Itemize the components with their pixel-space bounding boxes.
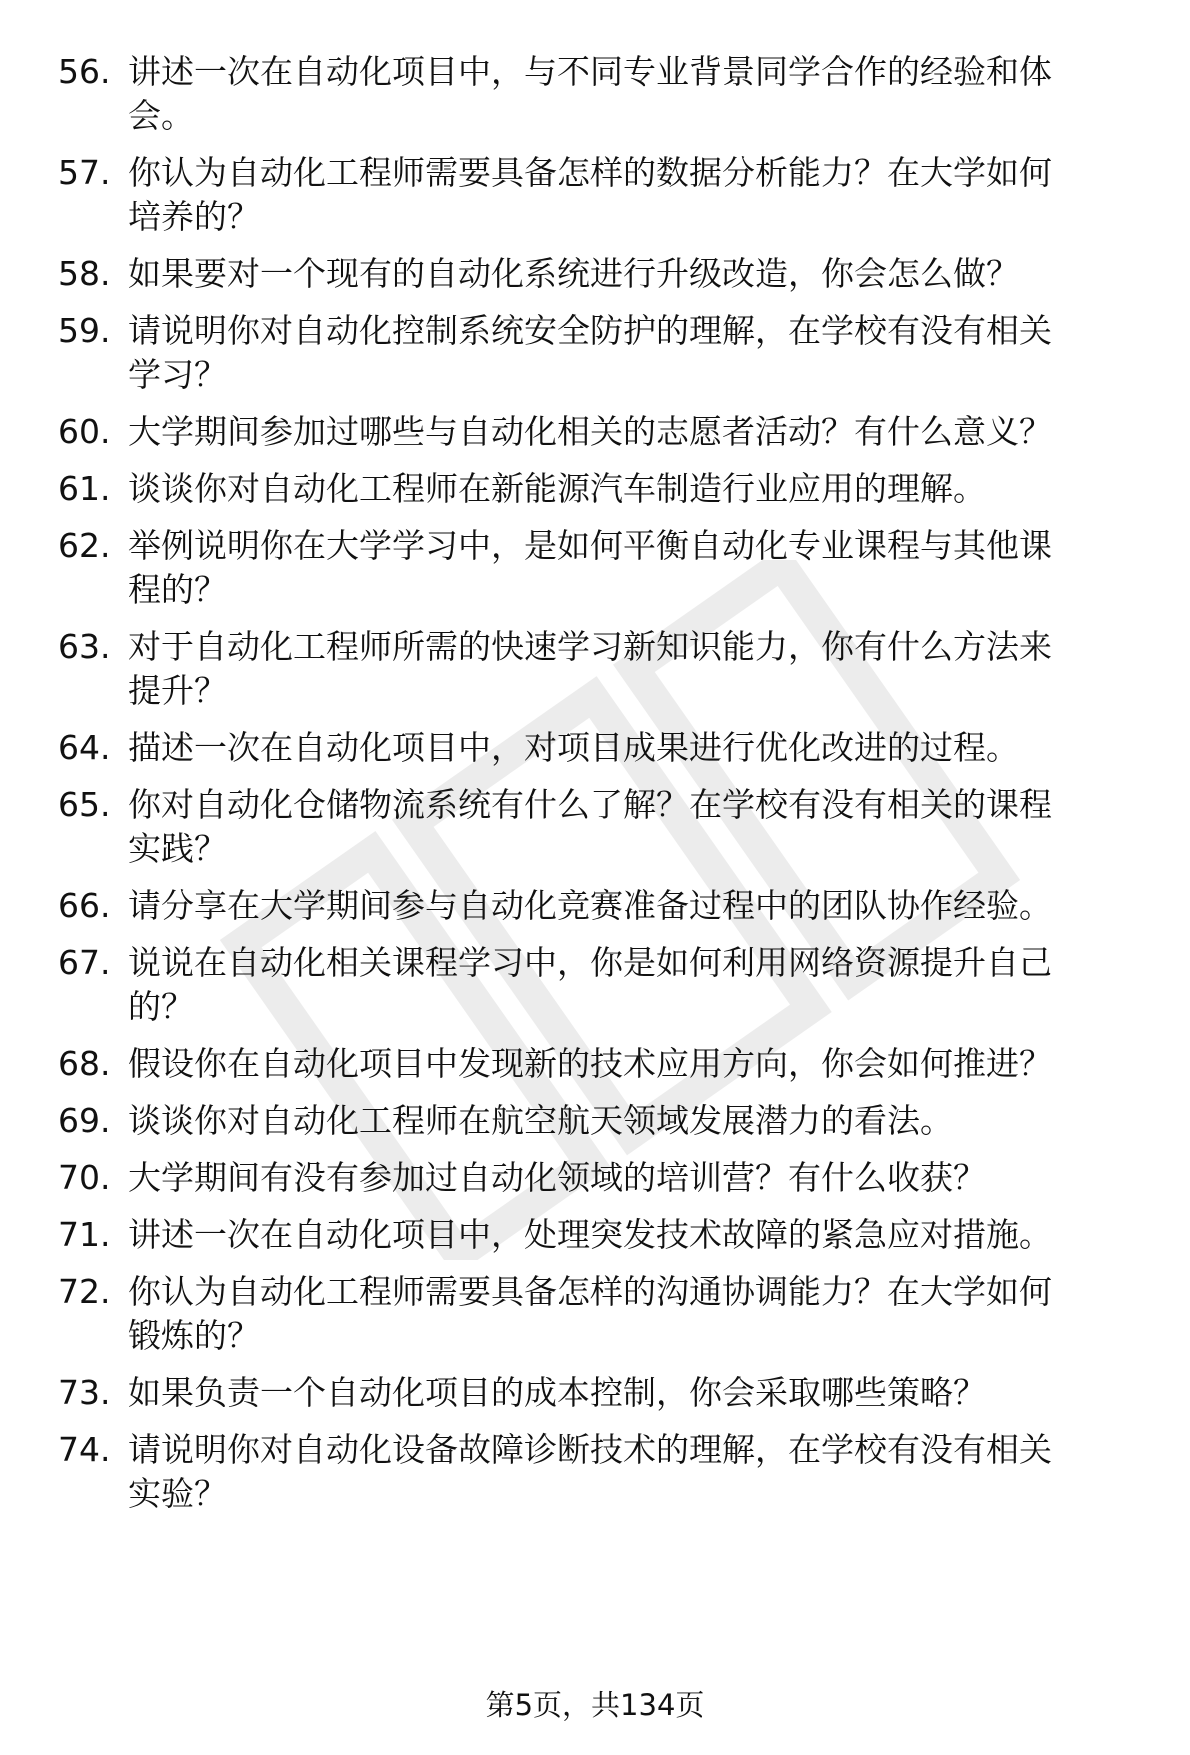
question-text-line: 假设你在自动化项目中发现新的技术应用方向，你会如何推进？ (128, 1044, 1052, 1083)
question-text-line: 实验？ (128, 1474, 227, 1513)
question-text-line: 你认为自动化工程师需要具备怎样的沟通协调能力？在大学如何 (128, 1272, 1052, 1311)
question-number: 69. (58, 1101, 111, 1140)
question-number: 65. (58, 785, 111, 824)
question-text-line: 讲述一次在自动化项目中，与不同专业背景同学合作的经验和体 (128, 52, 1052, 91)
question-number: 68. (58, 1044, 111, 1083)
question-text-line: 举例说明你在大学学习中，是如何平衡自动化专业课程与其他课 (128, 526, 1052, 565)
question-number: 73. (58, 1373, 111, 1412)
question-text-line: 你对自动化仓储物流系统有什么了解？在学校有没有相关的课程 (128, 785, 1052, 824)
question-number: 59. (58, 311, 111, 350)
question-text-line: 说说在自动化相关课程学习中，你是如何利用网络资源提升自己 (128, 943, 1052, 982)
question-number: 60. (58, 412, 111, 451)
question-number: 56. (58, 52, 111, 91)
question-number: 61. (58, 469, 111, 508)
question-text-line: 大学期间有没有参加过自动化领域的培训营？有什么收获？ (128, 1158, 986, 1197)
question-text-line: 请分享在大学期间参与自动化竞赛准备过程中的团队协作经验。 (128, 886, 1052, 925)
question-number: 70. (58, 1158, 111, 1197)
question-number: 74. (58, 1430, 111, 1469)
question-text-line: 学习？ (128, 355, 227, 394)
question-text-line: 你认为自动化工程师需要具备怎样的数据分析能力？在大学如何 (128, 153, 1052, 192)
question-text-line: 谈谈你对自动化工程师在新能源汽车制造行业应用的理解。 (128, 469, 986, 508)
question-number: 57. (58, 153, 111, 192)
question-text-line: 实践？ (128, 829, 227, 868)
question-text-line: 会。 (128, 96, 194, 135)
question-number: 62. (58, 526, 111, 565)
question-number: 71. (58, 1215, 111, 1254)
question-text-line: 如果负责一个自动化项目的成本控制，你会采取哪些策略？ (128, 1373, 986, 1412)
question-text-line: 程的？ (128, 570, 227, 609)
question-text-line: 大学期间参加过哪些与自动化相关的志愿者活动？有什么意义？ (128, 412, 1052, 451)
question-number: 58. (58, 254, 111, 293)
question-number: 64. (58, 728, 111, 767)
question-text-line: 如果要对一个现有的自动化系统进行升级改造，你会怎么做？ (128, 254, 1019, 293)
question-text-line: 培养的？ (128, 197, 260, 236)
question-text-line: 提升？ (128, 671, 227, 710)
question-number: 63. (58, 627, 111, 666)
question-text-line: 的？ (128, 987, 194, 1026)
question-text-line: 描述一次在自动化项目中，对项目成果进行优化改进的过程。 (128, 728, 1019, 767)
question-text-line: 锻炼的？ (128, 1316, 260, 1355)
page-footer: 第5页，共134页 (485, 1688, 705, 1722)
question-number: 66. (58, 886, 111, 925)
question-text-line: 谈谈你对自动化工程师在航空航天领域发展潜力的看法。 (128, 1101, 953, 1140)
question-text-line: 讲述一次在自动化项目中，处理突发技术故障的紧急应对措施。 (128, 1215, 1052, 1254)
question-text-line: 请说明你对自动化设备故障诊断技术的理解，在学校有没有相关 (128, 1430, 1052, 1469)
question-text-line: 对于自动化工程师所需的快速学习新知识能力，你有什么方法来 (128, 627, 1052, 666)
question-text-line: 请说明你对自动化控制系统安全防护的理解，在学校有没有相关 (128, 311, 1052, 350)
question-number: 72. (58, 1272, 111, 1311)
question-number: 67. (58, 943, 111, 982)
